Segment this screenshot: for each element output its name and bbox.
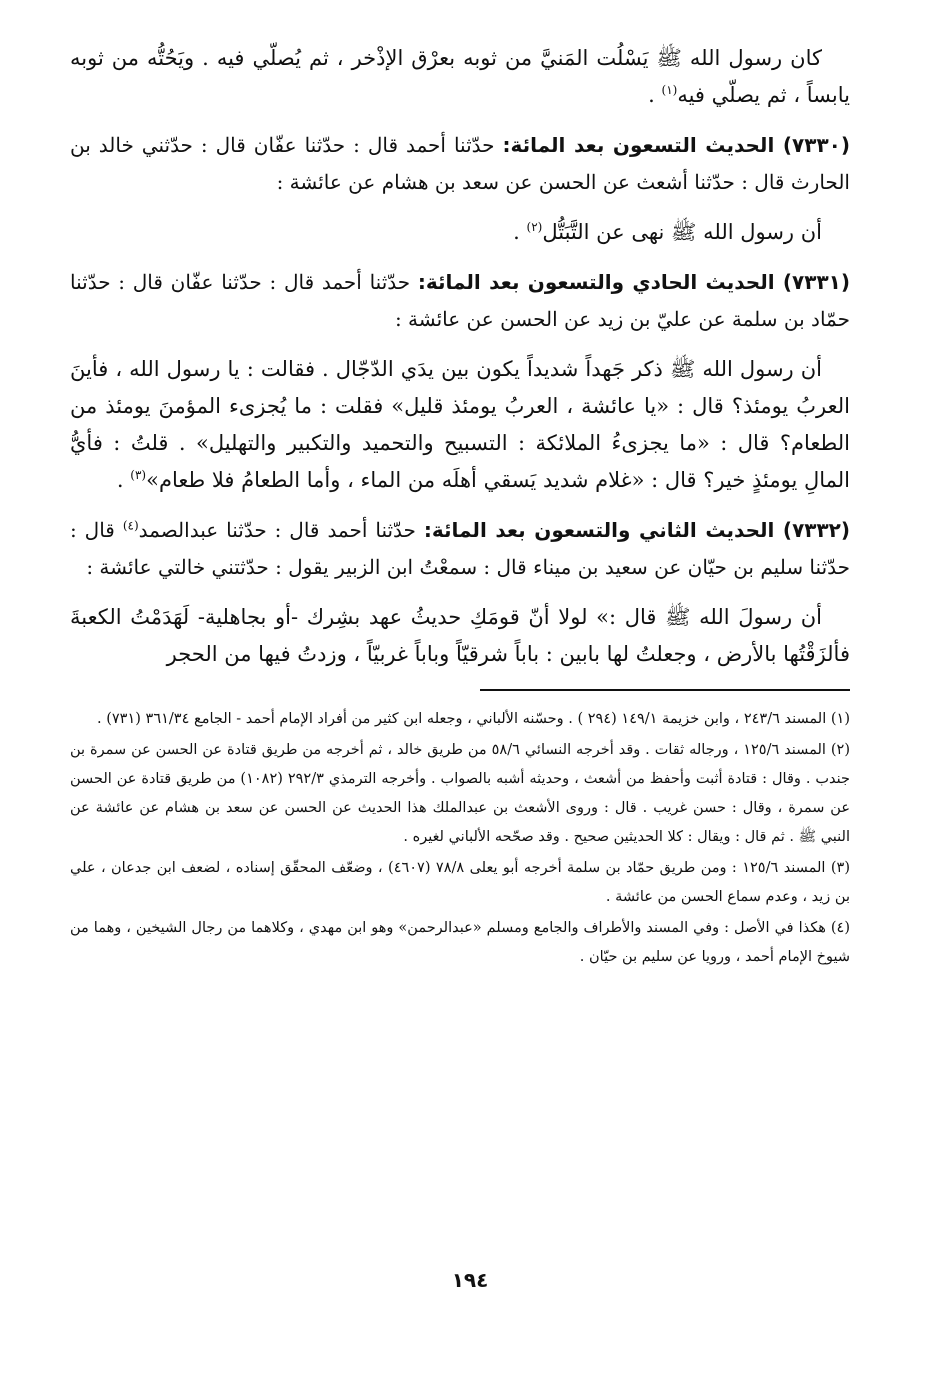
- hadith-isnad-7332: (٧٣٣٢) الحديث الثاني والتسعون بعد المائة: حدّثنا أحمد قال : حدّثنا عبدالصمد$^{(٤)}$ قال : حدّثنا سليم بن حيّان عن سعيد بن ميناء قال : سمعْتُ ابن الزبير يقول : حدّثتني خالتي عائشة :: [70, 518, 851, 579]
- page-body: [70, 40, 850, 1350]
- hadith-heading-7332: (٧٣٣٢) الحديث الثاني والتسعون بعد المائة:: [423, 518, 851, 542]
- hadith-text-7332: أن رسولَ الله ﷺ قال :» لولا أنّ قومَكِ حديثُ عهد بشِرك -أو بجاهلية- لَهَدَمْتُ الكعبةَ فألزَقْتُها بالأرض ، وجعلتُ لها بابين : باباً شرقيّاً وباباً غربيّاً ، وزدتُ فيها من الحجر: [70, 605, 850, 666]
- page-number: ١٩٤: [451, 1268, 489, 1292]
- footnote-2: (٢) المسند ١٢٥/٦ ، ورجاله ثقات . وقد أخرجه النسائي ٥٨/٦ من طريق خالد ، ثم أخرجه من طريق قتادة عن الحسن عن سمرة بن جندب . وقال : قتادة أثبت وأحفظ من أشعث ، وحديثه أشبه بالصواب . وأخرجه الترمذي ٢٩٢/٣ (١٠٨٢) من طريق قتادة عن الحسن عن سمرة ، وقال : حسن غريب . قال : وروى الأشعث بن عبدالملك هذا الحديث عن الحسن عن سعد بن هشام عن عائشة عن النبي ﷺ . ثم قال : ويقال : كلا الحديثين صحيح . وقد صحّحه الألباني لغيره .: [70, 742, 851, 845]
- footnote-1: (١) المسند ٢٤٣/٦ ، وابن خزيمة ١٤٩/١ (٢٩٤ ) . وحسّنه الألباني ، وجعله ابن كثير من أفراد الإمام أحمد - الجامع ٣٦١/٣٤ (٧٣١) .: [97, 711, 850, 727]
- hadith-isnad-7331: (٧٣٣١) الحديث الحادي والتسعون بعد المائة: حدّثنا أحمد قال : حدّثنا عفّان قال : حدّثنا حمّاد بن سلمة عن عليّ بن زيد عن الحسن عن عائشة :: [70, 270, 850, 331]
- footnotes: [70, 705, 850, 972]
- hadith-heading-7330: (٧٣٣٠) الحديث التسعون بعد المائة:: [502, 133, 850, 157]
- footnote-ref-4[interactable]: (٤): [122, 518, 139, 533]
- hadith-text-7329-end: كان رسول الله ﷺ يَسْلُت المَنيَّ من ثوبه بعرْق الإذْخر ، ثم يُصلّي فيه . ويَحُتُّه من ثوبه يابساً ، ثم يصلّي فيه$^{(١)}$ .: [70, 46, 850, 107]
- hadith-text-7330: أن رسول الله ﷺ نهى عن التَّبَتُّل$^{(٢)}$ .: [513, 220, 822, 244]
- footnote-ref-3[interactable]: (٣): [130, 468, 147, 482]
- footnote-4: (٤) هكذا في الأصل : وفي المسند والأطراف والجامع ومسلم «عبدالرحمن» وهو ابن مهدي ، وكلاهما من رجال الشيخين ، وهما من شيوخ الإمام أحمد ، ورويا عن سليم بن حيّان .: [70, 920, 850, 965]
- footnote-3: (٣) المسند ١٢٥/٦ : ومن طريق حمّاد بن سلمة أخرجه أبو يعلى ٧٨/٨ (٤٦٠٧) ، وضعّف المحقّق إسناده ، لضعف ابن جدعان ، علي بن زيد ، وعدم سماع الحسن من عائشة .: [70, 860, 850, 905]
- footnote-separator: [480, 689, 850, 691]
- hadith-text-7331: أن رسول الله ﷺ ذكر جَهداً شديداً يكون بين يدَي الدّجّال . فقالت : يا رسول الله ، فأينَ العربُ يومئذ؟ قال : «يا عائشة ، العربُ يومئذ قليل» فقلت : ما يُجزىء المؤمنَ يومئذ من الطعام؟ قال : «ما يجزىءُ الملائكة : التسبيح والتحميد والتكبير والتهليل» . قلتُ : فأيُّ المالِ يومئذٍ خير؟ قال : «غلام شديد يَسقي أهلَه من الماء ، وأما الطعامُ فلا طعام»$^{(٣)}$ .: [70, 357, 850, 492]
- hadith-heading-7331: (٧٣٣١) الحديث الحادي والتسعون بعد المائة:: [417, 270, 850, 294]
- hadith-isnad-7330: (٧٣٣٠) الحديث التسعون بعد المائة: حدّثنا أحمد قال : حدّثنا عفّان قال : حدّثني خالد بن الحارث قال : حدّثنا أشعث عن الحسن عن سعد بن هشام عن عائشة :: [70, 133, 850, 194]
- footnote-ref-2[interactable]: (٢): [526, 220, 543, 234]
- footnote-ref-1[interactable]: (١): [661, 83, 678, 97]
